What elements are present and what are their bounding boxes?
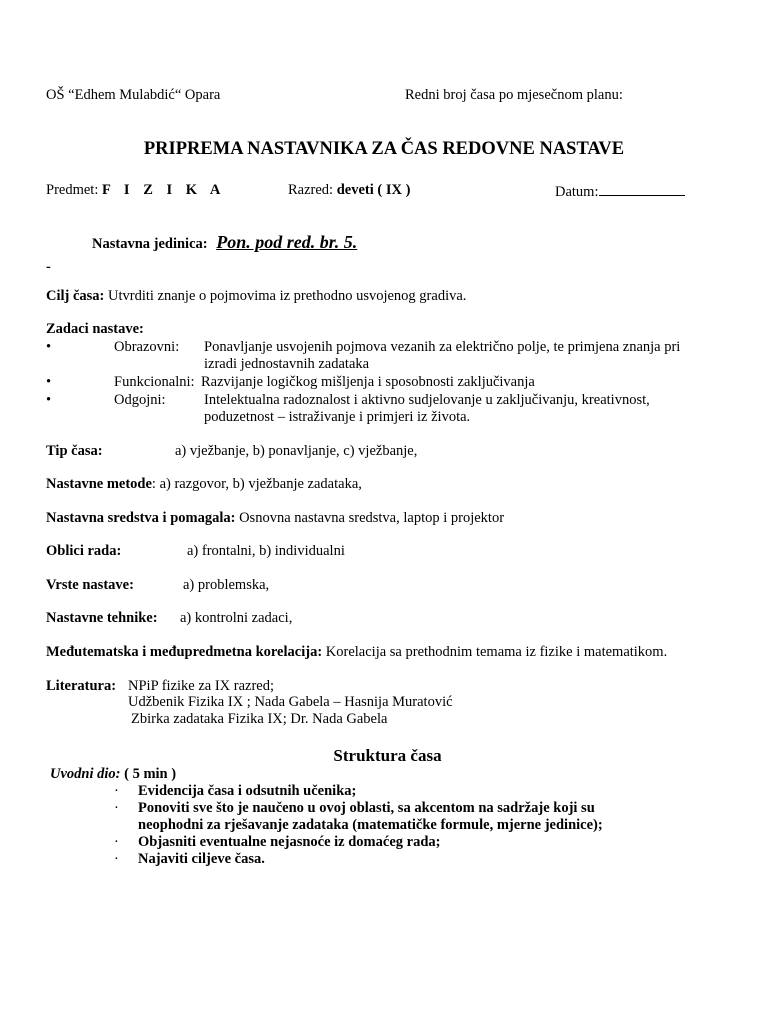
- unit-value: Pon. pod red. br. 5.: [216, 232, 358, 252]
- task-text: izradi jednostavnih zadataka: [204, 356, 370, 372]
- structure-title: Struktura časa: [333, 746, 442, 765]
- methods-row: [46, 476, 362, 493]
- type-value: a) vježbanje, b) ponavljanje, c) vježbanje,: [175, 443, 418, 459]
- structure-item: neophodni za rješavanje zadataka (matematičke formule, mjerne jedinice);: [138, 817, 603, 833]
- bullet-icon: •: [46, 374, 52, 390]
- subject-row: [46, 182, 225, 199]
- correlation-value: Korelacija sa prethodnim temama iz fizike i matematikom.: [322, 644, 668, 660]
- bullet-icon: ·: [114, 783, 119, 799]
- techniques-label: Nastavne tehnike:: [46, 610, 158, 626]
- stray-mark: -: [46, 259, 51, 275]
- subject-label: Predmet:: [46, 182, 99, 198]
- tools-label: Nastavna sredstva i pomagala:: [46, 510, 236, 526]
- type-label: Tip časa:: [46, 443, 103, 459]
- grade-row: [288, 182, 410, 199]
- subject-value: F I Z I K A: [101, 182, 226, 198]
- bullet-icon: ·: [114, 851, 119, 867]
- date-row: [555, 182, 685, 201]
- goal-row: [46, 288, 466, 305]
- tasks-label: Zadaci nastave:: [46, 321, 144, 337]
- structure-item: Ponoviti sve što je naučeno u ovoj oblasti, sa akcentom na sadržaje koji su: [138, 800, 595, 816]
- bullet-icon: ·: [114, 834, 119, 850]
- bullet-icon: •: [46, 392, 52, 408]
- task-text: poduzetnost – istraživanje i primjeri iz života.: [204, 409, 471, 425]
- correlation-label: Međutematska i međupredmetna korelacija:: [46, 644, 323, 660]
- unit-label: Nastavna jedinica:: [92, 236, 208, 252]
- bullet-icon: •: [46, 339, 52, 355]
- structure-item: Objasniti eventualne nejasnoće iz domaćeg rada;: [138, 834, 441, 850]
- school-name: OŠ “Edhem Mulabdić“ Opara: [46, 87, 221, 103]
- tools-row: [46, 510, 504, 527]
- unit-row: [92, 234, 357, 253]
- lesson-number-label: Redni broj časa po mjesečnom planu:: [405, 87, 623, 103]
- task-name: Odgojni:: [114, 392, 166, 408]
- literature-label: Literatura:: [46, 678, 117, 694]
- task-name: Obrazovni:: [114, 339, 180, 355]
- intro-time: ( 5 min ): [120, 766, 177, 782]
- grade-value: deveti ( IX ): [336, 182, 411, 198]
- intro-row: [50, 766, 176, 783]
- structure-item: Najaviti ciljeve časa.: [138, 851, 265, 867]
- task-text: Intelektualna radoznalost i aktivno sudjelovanje u zaključivanju, kreativnost,: [204, 392, 650, 408]
- literature-item: Zbirka zadataka Fizika IX; Dr. Nada Gabela: [131, 711, 388, 727]
- intro-label: Uvodni dio:: [50, 766, 121, 782]
- structure-item: Evidencija časa i odsutnih učenika;: [138, 783, 357, 799]
- grade-label: Razred:: [288, 182, 334, 198]
- literature-item: NPiP fizike za IX razred;: [128, 678, 275, 694]
- date-label: Datum:: [555, 184, 599, 200]
- goal-label: Cilj časa:: [46, 288, 105, 304]
- task-name: Funkcionalni:: [114, 374, 195, 390]
- page-title: PRIPREMA NASTAVNIKA ZA ČAS REDOVNE NASTAVE: [143, 139, 625, 159]
- kinds-label: Vrste nastave:: [46, 577, 134, 593]
- kinds-value: a) problemska,: [183, 577, 270, 593]
- correlation-row: [46, 644, 667, 661]
- task-text: Razvijanje logičkog mišljenja i sposobnosti zaključivanja: [201, 374, 535, 390]
- methods-label: Nastavne metode: [46, 476, 152, 492]
- forms-label: Oblici rada:: [46, 543, 122, 559]
- methods-value: : a) razgovor, b) vježbanje zadataka,: [151, 476, 362, 492]
- task-text: Ponavljanje usvojenih pojmova vezanih za električno polje, te primjena znanja pri: [204, 339, 681, 355]
- date-blank-line: [599, 182, 685, 196]
- tools-value: Osnovna nastavna sredstva, laptop i projektor: [235, 510, 505, 526]
- techniques-value: a) kontrolni zadaci,: [180, 610, 293, 626]
- literature-item: Udžbenik Fizika IX ; Nada Gabela – Hasnija Muratović: [128, 694, 453, 710]
- goal-text: Utvrditi znanje o pojmovima iz prethodno usvojenog gradiva.: [104, 288, 467, 304]
- forms-value: a) frontalni, b) individualni: [187, 543, 345, 559]
- bullet-icon: ·: [114, 800, 119, 816]
